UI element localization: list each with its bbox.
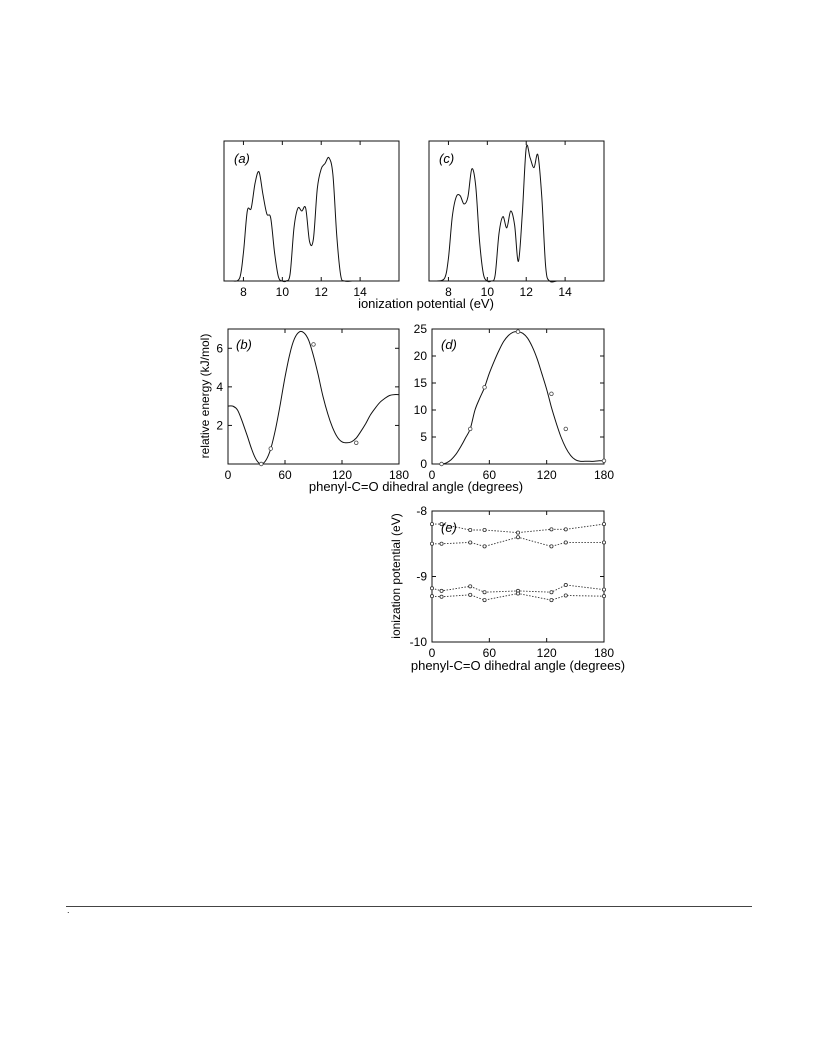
panel-e-series-2-point [440,542,443,545]
panel-b-x-tick-label: 0 [224,468,232,482]
panel-e-series-1-point [550,528,553,531]
panel-e-y-axis-label: ionization potential (eV) [389,513,403,639]
panel-e-x-axis-label: phenyl-C=O dihedral angle (degrees) [410,658,626,673]
panel-b-x-tick-label: 60 [278,468,292,482]
panel-d-data-point [468,427,472,431]
panel-b-x-tick-label: 180 [388,468,410,482]
panel-e-x-tick-label: 0 [428,646,436,660]
panel-e-series-2-point [469,541,472,544]
panel-e-series-3-point [430,587,433,590]
panel-e-x-tick-label: 60 [482,646,497,660]
panel-e-series-1-point [469,528,472,531]
panel-b-frame [228,329,399,464]
panel-c-label: (c) [439,151,455,166]
panel-b-data-point [354,441,358,445]
panel-b-data-point [259,462,263,466]
footer-rule [66,906,752,907]
panel-d-x-tick-label: 120 [536,468,557,482]
panel-d-y-tick-label: 20 [413,349,427,363]
panel-c-spectrum-line [437,145,565,282]
panel-b-data-points [259,343,358,466]
panel-e-series-1-point [430,523,433,526]
panel-c-x-tick-label: 14 [558,285,572,299]
panel-d-data-point [516,330,520,334]
panel-b-y-tick-label: 6 [216,341,223,356]
panel-a-x-tick-label: 14 [353,285,367,299]
panel-e-series-3-point [564,583,567,586]
panel-e-label: (e) [441,520,457,535]
panel-d-data-point [483,386,487,390]
panel-d-data-point [440,462,444,466]
panel-e-x-tick-label: 180 [593,646,615,660]
panel-e-series-2-point [516,536,519,539]
panel-d-label: (d) [441,337,457,352]
panel-d-data-point [550,392,554,396]
panel-d [414,322,615,482]
panel-e-y-tick-label: -9 [416,569,427,584]
ionization-potential-axis-label: ionization potential (eV) [358,296,494,311]
panel-d-y-tick-label: 5 [420,430,427,444]
panel-e-series-4-point [550,598,553,601]
panel-e-series-2-point [550,545,553,548]
panel-d-y-tick-label: 25 [413,322,427,336]
panel-c-x-tick-label: 10 [480,285,495,299]
panel-d-x-tick-label: 180 [593,468,615,482]
panel-e-series-3-point [483,591,486,594]
panel-e-series-1-point [516,531,519,534]
panel-e-series-3-point [602,588,605,591]
panel-e-series-1-point [483,528,486,531]
panel-e-series-3-point [440,589,443,592]
panel-d-y-tick-label: 15 [413,376,427,390]
panel-e [389,504,625,673]
panel-d-y-tick-label: 10 [413,403,427,417]
panel-e-series-4-point [516,592,519,595]
footer-mark: . [67,905,70,915]
panel-b-energy-curve [228,331,399,464]
panel-d-frame [432,329,604,464]
panel-a-spectrum-line [232,157,360,281]
panel-b [198,329,409,482]
panel-a-x-tick-label: 10 [275,285,290,299]
panel-d-energy-curve [432,332,604,464]
panel-a-frame [224,141,399,281]
panel-b-label: (b) [236,337,252,352]
panel-c-x-tick-label: 12 [519,285,533,299]
panel-b-y-tick-label: 2 [216,418,223,433]
panel-a-ticks [240,141,367,299]
panel-e-series-2-point [483,545,486,548]
panel-e-y-tick-label: -8 [416,504,427,518]
panel-d-data-point [564,427,568,431]
panel-a-x-tick-label: 12 [314,285,328,299]
panel-d-data-point [602,459,606,463]
panel-e-series-2-point [430,542,433,545]
panel-e-series-2-point [602,541,605,544]
panel-b-data-point [312,343,316,347]
panel-e-series-4-point [440,595,443,598]
panel-e-series-4-point [430,595,433,598]
panel-a-label: (a) [234,151,250,166]
panel-e-series-1-point [564,528,567,531]
panel-b-x-tick-label: 120 [331,468,353,482]
panel-c [429,141,604,299]
panel-c-frame [429,141,604,281]
panel-b-y-tick-label: 4 [216,379,223,394]
panel-d-y-tick-label: 0 [420,457,427,471]
panel-d-x-tick-label: 60 [482,468,497,482]
panel-b-y-axis-label: relative energy (kJ/mol) [198,333,212,459]
panel-e-x-tick-label: 120 [536,646,557,660]
panel-e-series-2-point [564,541,567,544]
panel-e-series-1-point [602,523,605,526]
panel-e-series-3-point [469,585,472,588]
panel-e-series-4-point [469,593,472,596]
panel-e-series-4-point [564,594,567,597]
panel-e-y-tick-label: -10 [409,635,427,649]
panel-c-x-tick-label: 8 [445,285,452,299]
panel-d-data-points [440,330,606,466]
dihedral-axis-label: phenyl-C=O dihedral angle (degrees) [308,479,524,494]
panel-b-data-point [269,447,273,451]
panel-a-x-tick-label: 8 [240,285,247,299]
panel-d-x-tick-label: 0 [428,468,436,482]
panel-a [224,141,399,299]
panel-e-series-4-point [602,595,605,598]
panel-e-series-3-point [550,591,553,594]
panel-e-series-4-point [483,598,486,601]
